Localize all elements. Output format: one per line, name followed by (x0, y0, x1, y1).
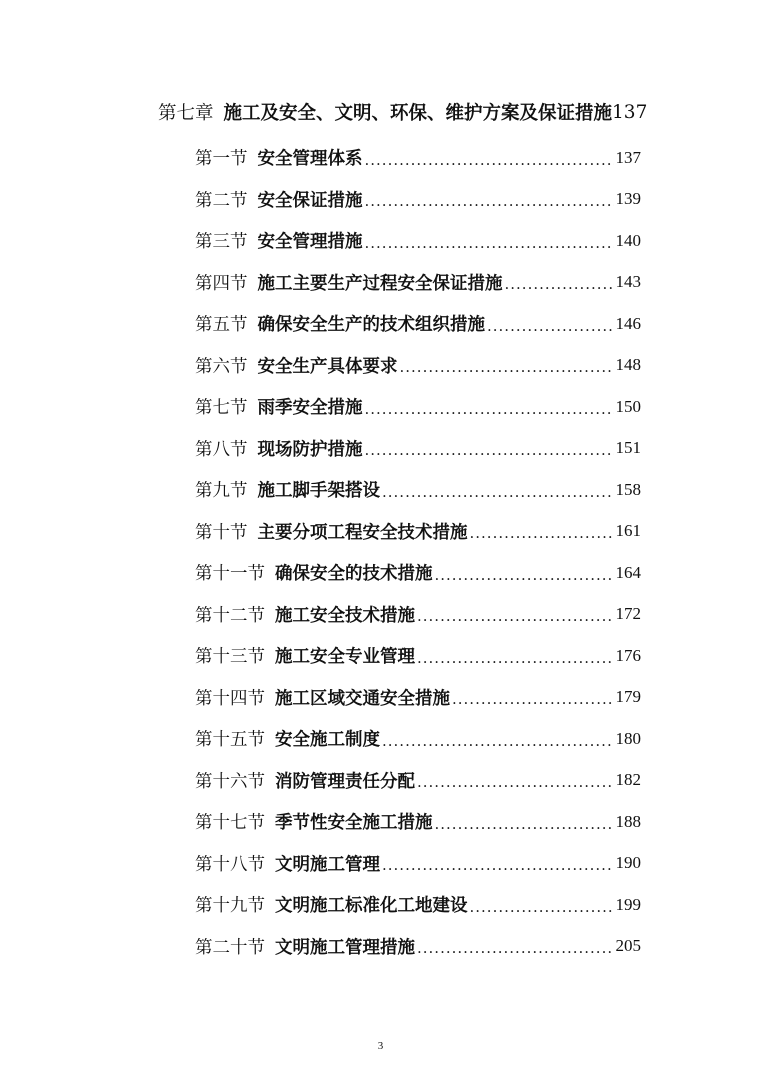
section-number: 第十五节 (195, 730, 265, 751)
section-number: 第十九节 (195, 896, 265, 917)
dot-leader (365, 396, 614, 418)
section-page-number: 182 (615, 770, 641, 790)
section-number: 第九节 (195, 481, 248, 502)
toc-entry[interactable] (195, 220, 641, 262)
section-title: 文明施工管理 (275, 854, 380, 875)
section-page-number: 148 (615, 355, 641, 375)
section-title: 文明施工管理措施 (275, 937, 415, 958)
section-number: 第八节 (195, 439, 248, 460)
section-number: 第十一节 (195, 564, 265, 585)
dot-leader (505, 271, 614, 293)
section-page-number: 205 (615, 936, 641, 956)
dot-leader (365, 147, 614, 169)
toc-entry[interactable] (195, 884, 641, 926)
chapter-number: 第七章 (158, 103, 214, 124)
section-number: 第十七节 (195, 813, 265, 834)
section-page-number: 188 (615, 811, 641, 831)
section-page-number: 180 (615, 728, 641, 748)
section-number: 第二十节 (195, 937, 265, 958)
section-page-number: 146 (615, 313, 641, 333)
toc-entry[interactable] (195, 262, 641, 304)
section-number: 第十三节 (195, 647, 265, 668)
section-number: 第十六节 (195, 771, 265, 792)
section-page-number: 172 (615, 604, 641, 624)
toc-entry[interactable] (195, 179, 641, 221)
section-page-number: 190 (615, 853, 641, 873)
section-page-number: 150 (615, 396, 641, 416)
dot-leader (365, 188, 614, 210)
section-page-number: 137 (615, 147, 641, 167)
section-title: 安全施工制度 (275, 730, 380, 751)
section-number: 第一节 (195, 149, 248, 170)
section-title: 季节性安全施工措施 (275, 813, 433, 834)
chapter-title: 施工及安全、文明、环保、维护方案及保证措施 (223, 103, 613, 124)
section-number: 第五节 (195, 315, 248, 336)
section-number: 第十八节 (195, 854, 265, 875)
dot-leader (400, 354, 614, 376)
toc-entry[interactable] (195, 926, 641, 968)
dot-leader (470, 520, 614, 542)
section-page-number: 158 (615, 479, 641, 499)
dot-leader (365, 437, 614, 459)
section-number: 第十二节 (195, 605, 265, 626)
section-title: 施工安全技术措施 (275, 605, 415, 626)
section-number: 第二节 (195, 190, 248, 211)
section-title: 施工主要生产过程安全保证措施 (257, 273, 503, 294)
section-title: 确保安全的技术措施 (275, 564, 433, 585)
toc-entry[interactable] (195, 801, 641, 843)
dot-leader (417, 603, 614, 625)
section-title: 文明施工标准化工地建设 (275, 896, 468, 917)
section-number: 第三节 (195, 232, 248, 253)
section-title: 安全生产具体要求 (257, 356, 398, 377)
toc-entry[interactable] (195, 677, 641, 719)
section-title: 施工脚手架搭设 (257, 481, 380, 502)
toc-entry[interactable] (195, 843, 641, 885)
dot-leader (382, 728, 614, 750)
toc-entry[interactable] (195, 386, 641, 428)
section-page-number: 179 (615, 687, 641, 707)
section-page-number: 143 (615, 272, 641, 292)
section-title: 安全管理体系 (257, 149, 363, 170)
toc-entry[interactable] (195, 760, 641, 802)
page-footer-number: 3 (377, 1040, 384, 1052)
chapter-heading[interactable] (158, 96, 648, 128)
section-title: 安全管理措施 (257, 232, 363, 253)
chapter-page-number: 137 (612, 101, 648, 123)
toc-entry[interactable] (195, 428, 641, 470)
section-page-number: 140 (615, 230, 641, 250)
section-title: 施工区域交通安全措施 (275, 688, 450, 709)
toc-entry[interactable] (195, 635, 641, 677)
section-number: 第十四节 (195, 688, 265, 709)
section-number: 第六节 (195, 356, 248, 377)
section-title: 雨季安全措施 (257, 398, 363, 419)
section-title: 施工安全专业管理 (275, 647, 415, 668)
toc-entry[interactable] (195, 511, 641, 553)
dot-leader (417, 645, 614, 667)
toc-entry[interactable] (195, 345, 641, 387)
dot-leader (365, 230, 614, 252)
section-number: 第七节 (195, 398, 248, 419)
table-of-contents (195, 137, 641, 967)
dot-leader (417, 769, 614, 791)
section-number: 第十节 (195, 522, 248, 543)
toc-entry[interactable] (195, 594, 641, 636)
section-number: 第四节 (195, 273, 248, 294)
toc-entry[interactable] (195, 552, 641, 594)
toc-entry[interactable] (195, 718, 641, 760)
dot-leader (382, 852, 614, 874)
section-page-number: 139 (615, 189, 641, 209)
section-page-number: 161 (615, 521, 641, 541)
section-title: 消防管理责任分配 (275, 771, 415, 792)
section-page-number: 164 (615, 562, 641, 582)
section-page-number: 199 (615, 894, 641, 914)
section-page-number: 176 (615, 645, 641, 665)
dot-leader (417, 935, 614, 957)
dot-leader (382, 479, 614, 501)
dot-leader (487, 313, 614, 335)
section-title: 确保安全生产的技术组织措施 (257, 315, 485, 336)
toc-entry[interactable] (195, 303, 641, 345)
section-page-number: 151 (615, 438, 641, 458)
section-title: 主要分项工程安全技术措施 (257, 522, 468, 543)
dot-leader (435, 562, 614, 584)
dot-leader (470, 894, 614, 916)
dot-leader (435, 811, 614, 833)
section-title: 安全保证措施 (257, 190, 363, 211)
section-title: 现场防护措施 (257, 439, 363, 460)
toc-entry[interactable] (195, 137, 641, 179)
dot-leader (452, 686, 614, 708)
toc-entry[interactable] (195, 469, 641, 511)
